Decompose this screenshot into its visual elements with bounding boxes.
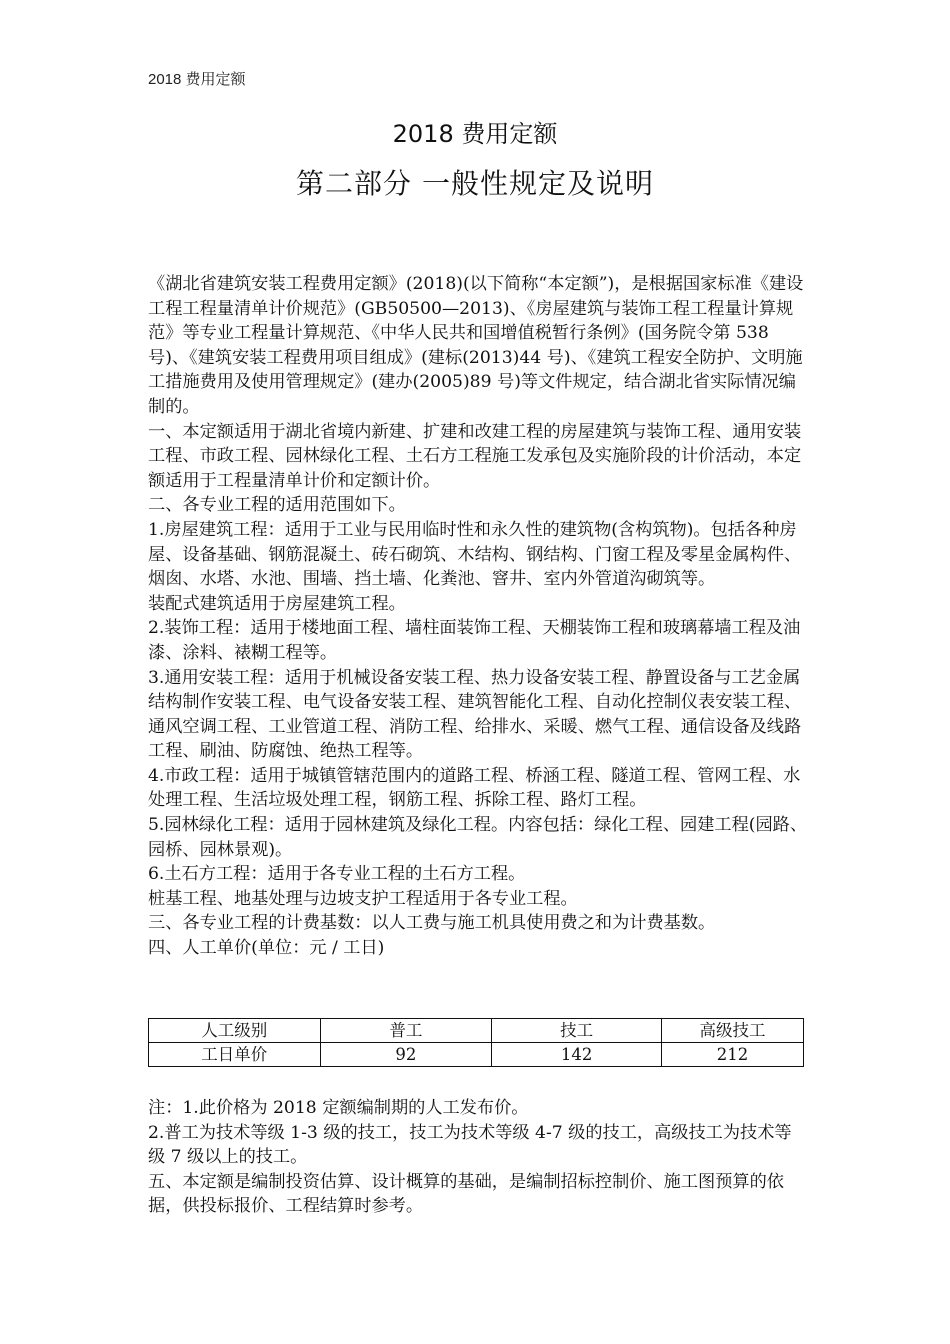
item-building: 1.房屋建筑工程：适用于工业与民用临时性和永久性的建筑物(含构筑物)。包括各种房屋、设备基础、钢筋混凝土、砖石砌筑、木结构、钢结构、门窗工程及零星金属构件、烟囱、水塔、水池、围墙、挡土墙、化粪池、窨井、室内外管道沟砌筑等。 [148, 519, 802, 590]
table-cell: 92 [320, 1043, 492, 1067]
note-2: 2.普工为技术等级 1-3 级的技工，技工为技术等级 4-7 级的技工，高级技工为技术等级 7 级以上的技工。 [148, 1122, 792, 1168]
item-prefab: 装配式建筑适用于房屋建筑工程。 [148, 593, 406, 614]
item-landscape: 5.园林绿化工程：适用于园林建筑及绿化工程。内容包括：绿化工程、园建工程(园路、园桥、园林景观)。 [148, 815, 808, 860]
intro-paragraph: 《湖北省建筑安装工程费用定额》(2018)(以下简称“本定额”)，是根据国家标准《建设工程工程量清单计价规范》(GB50500—2013)、《房屋建筑与装饰工程工程量计算规范》等专业工程量计算规范、《中华人民共和国增值税暂行条例》(国务院令第 538 号)、《建筑安装工程费用项目组成》(建标(2013)44 号)、《建筑工程安全防护、文明施工措施费用及使用管理规定》(建办(2005)89 号)等文件规定，结合湖北省实际情况编制的。 [148, 274, 804, 417]
labor-wage-table [148, 1018, 804, 1067]
header-cell: 人工级别 [149, 1019, 321, 1043]
header-cell: 普工 [320, 1019, 492, 1043]
main-text [148, 272, 808, 961]
table-row [149, 1043, 804, 1067]
notes-text [148, 1096, 808, 1219]
item-decoration: 2.装饰工程：适用于楼地面工程、墙柱面装饰工程、天棚装饰工程和玻璃幕墙工程及油漆、涂料、裱糊工程等。 [148, 618, 801, 663]
item-pile: 桩基工程、地基处理与边坡支护工程适用于各专业工程。 [148, 888, 578, 909]
clause-2: 二、各专业工程的适用范围如下。 [148, 495, 406, 516]
clause-4: 四、人工单价(单位：元 / 工日) [148, 938, 385, 959]
table-header-row [149, 1019, 804, 1043]
document-title: 2018 费用定额 [392, 120, 558, 148]
clause-5: 五、本定额是编制投资估算、设计概算的基础，是编制招标控制价、施工图预算的依据，供投标报价、工程结算时参考。 [148, 1171, 784, 1217]
note-1: 注：1.此价格为 2018 定额编制期的人工发布价。 [148, 1098, 529, 1118]
item-installation: 3.通用安装工程：适用于机械设备安装工程、热力设备安装工程、静置设备与工艺金属结构制作安装工程、电气设备安装工程、建筑智能化工程、自动化控制仪表安装工程、通风空调工程、工业管道工程、消防工程、给排水、采暖、燃气工程、通信设备及线路工程、刷油、防腐蚀、绝热工程等。 [148, 667, 802, 762]
running-header: 2018 费用定额 [148, 71, 246, 88]
table-cell: 142 [492, 1043, 662, 1067]
table-cell: 212 [661, 1043, 803, 1067]
section-title: 第二部分 一般性规定及说明 [296, 167, 654, 200]
clause-1: 一、本定额适用于湖北省境内新建、扩建和改建工程的房屋建筑与装饰工程、通用安装工程、市政工程、园林绿化工程、土石方工程施工发承包及实施阶段的计价活动，本定额适用于工程量清单计价和定额计价。 [148, 421, 802, 491]
clause-3: 三、各专业工程的计费基数：以人工费与施工机具使用费之和为计费基数。 [148, 913, 716, 934]
table-cell: 工日单价 [149, 1043, 321, 1067]
item-earthwork: 6.土石方工程：适用于各专业工程的土石方工程。 [148, 864, 526, 885]
item-municipal: 4.市政工程：适用于城镇管辖范围内的道路工程、桥涵工程、隧道工程、管网工程、水处理工程、生活垃圾处理工程，钢筋工程、拆除工程、路灯工程。 [148, 765, 801, 811]
header-cell: 高级技工 [661, 1019, 803, 1043]
header-cell: 技工 [492, 1019, 662, 1043]
